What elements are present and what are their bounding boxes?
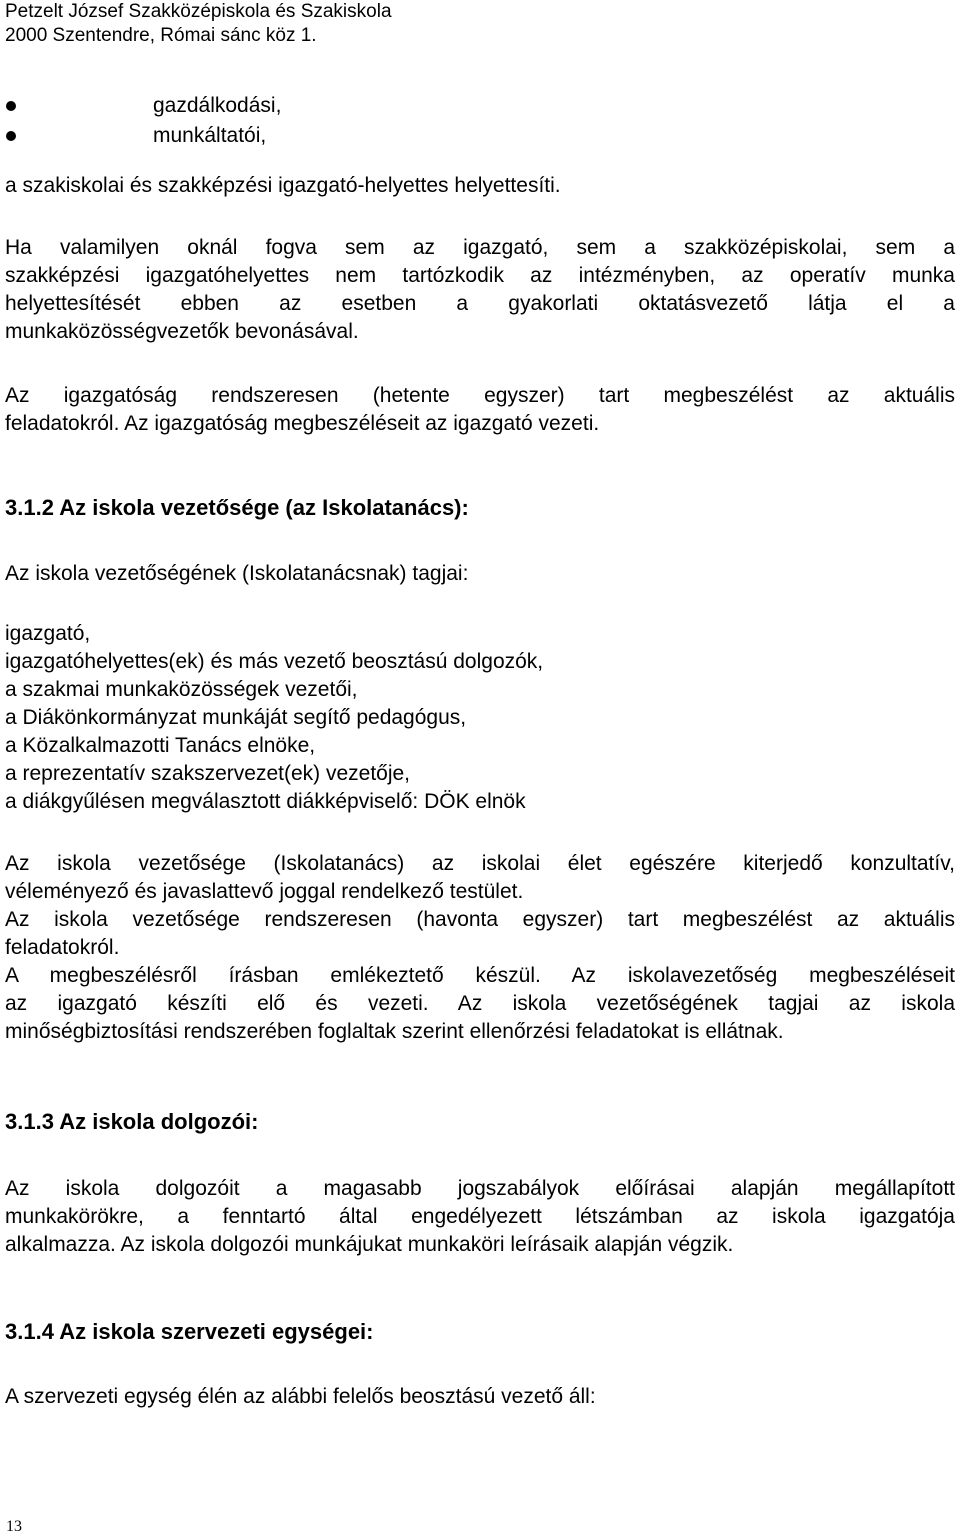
bullet-list <box>0 91 960 151</box>
paragraph-members-intro: Az iskola vezetőségének (Iskolatanácsnak) tagjai: <box>5 562 469 585</box>
list-item: gazdálkodási, <box>0 91 960 121</box>
paragraph-operative-substitution: Ha valamilyen oknál fogva sem az igazgató, sem a szakközépiskolai, sem a szakképzési igazgatóhelyettes nem tartózkodik az intézményben, az operatív munka helyettesítését ebben az esetben a gyakorlati oktatásvezető látja el a munkaközösségvezetők bevonásával. <box>5 236 955 343</box>
paragraph-substitution: a szakiskolai és szakképzési igazgató-helyettes helyettesíti. <box>5 174 561 197</box>
bullet-icon <box>6 101 16 111</box>
list-item: a diákgyűlésen megválasztott diákképviselő: DÖK elnök <box>5 790 526 813</box>
list-item: igazgatóhelyettes(ek) és más vezető beosztású dolgozók, <box>5 650 544 673</box>
school-address: 2000 Szentendre, Római sánc köz 1. <box>5 25 317 46</box>
bullet-icon <box>6 131 16 141</box>
list-item: a Közalkalmazotti Tanács elnöke, <box>5 734 316 757</box>
list-item: igazgató, <box>5 622 91 645</box>
paragraph-unit-leader: A szervezeti egység élén az alábbi felelős beosztású vezető áll: <box>5 1385 596 1408</box>
section-heading-3-1-4: 3.1.4 Az iskola szervezeti egységei: <box>5 1319 374 1344</box>
list-item: munkáltatói, <box>0 121 960 151</box>
page-number: 13 <box>6 1518 22 1535</box>
list-item: a reprezentatív szakszervezet(ek) vezetője, <box>5 762 411 785</box>
list-item: a szakmai munkaközösségek vezetői, <box>5 678 358 701</box>
section-heading-3-1-3: 3.1.3 Az iskola dolgozói: <box>5 1109 259 1134</box>
section-heading-3-1-2: 3.1.2 Az iskola vezetősége (az Iskolatanács): <box>5 495 469 520</box>
paragraph-employees: Az iskola dolgozóit a magasabb jogszabályok előírásai alapján megállapított munkakörökre, a fenntartó által engedélyezett létszámban az iskola igazgatója alkalmazza. Az iskola dolgozói munkájukat munkaköri leírásaik alapján végzik. <box>5 1177 955 1256</box>
members-list <box>5 620 543 816</box>
paragraph-directorate-meetings: Az igazgatóság rendszeresen (hetente egyszer) tart megbeszélést az aktuális feladatokról. Az igazgatóság megbeszéléseit az igazgató vezeti. <box>5 384 955 435</box>
paragraph-leadership-role: Az iskola vezetősége (Iskolatanács) az iskolai élet egészére kiterjedő konzultatív, véleményező és javaslattevő joggal rendelkező testület. Az iskola vezetősége rendszeresen (havonta egyszer) tart megbeszélést az aktuális feladatokról. A megbeszélésről írásban emlékeztető készül. Az iskolavezetőség megbeszéléseit az igazgató készíti elő és vezeti. Az iskola vezetőségének tagjai az iskola minőségbiztosítási rendszerében foglaltak szerint ellenőrzési feladatokat is ellátnak. <box>5 852 955 1043</box>
list-item: a Diákönkormányzat munkáját segítő pedagógus, <box>5 706 467 729</box>
document-header <box>5 0 392 48</box>
school-name: Petzelt József Szakközépiskola és Szakiskola <box>5 1 392 22</box>
